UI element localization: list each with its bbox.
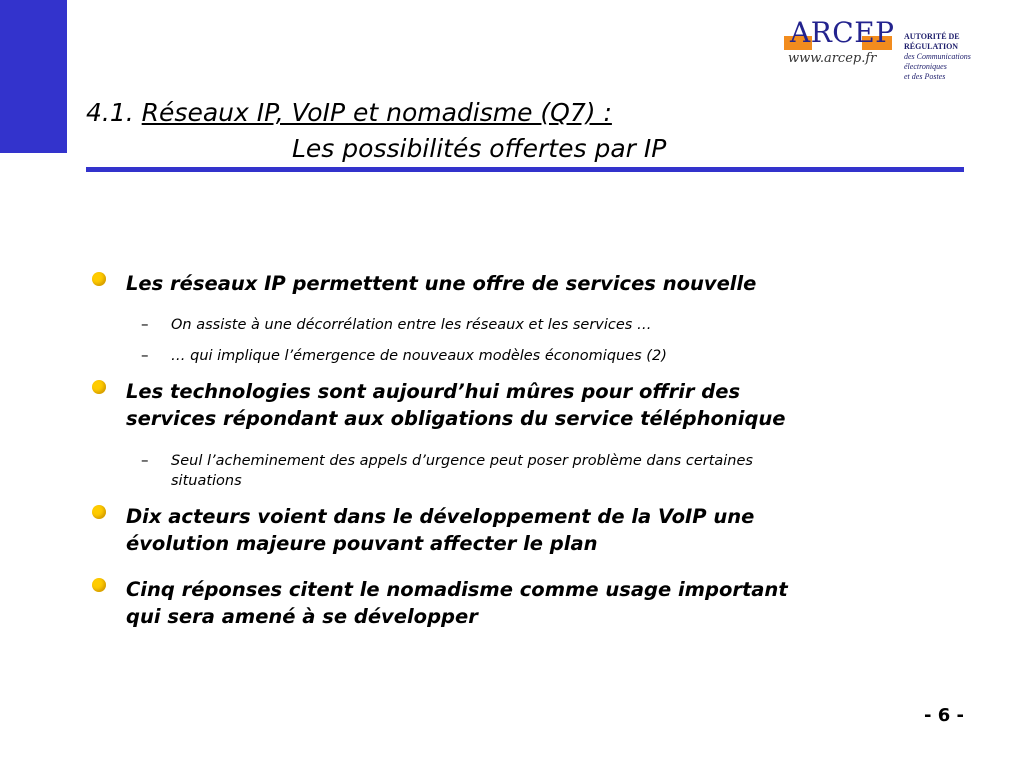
logo-wordmark: ARCEP xyxy=(790,16,895,49)
bullet-dot xyxy=(92,272,106,286)
title-underline-rule xyxy=(86,167,964,172)
logo-tagline-line: et des Postes xyxy=(904,72,946,81)
sub-bullet-text: On assiste à une décorrélation entre les réseaux et les services … xyxy=(171,317,652,333)
logo-tagline-line: AUTORITÉ DE RÉGULATION xyxy=(904,32,960,51)
bullet-dot xyxy=(92,505,106,519)
bullet-dot xyxy=(92,380,106,394)
sub-bullet-text: … qui implique l’émergence de nouveaux modèles économiques (2) xyxy=(171,348,667,364)
page-number: - 6 - xyxy=(924,705,964,726)
slide-title-line-1 xyxy=(86,98,612,127)
logo-url: www.arcep.fr xyxy=(788,51,877,66)
sub-bullet-dash: – xyxy=(141,315,149,333)
sub-bullet-text: situations xyxy=(171,473,242,489)
logo-tagline-line: des Communications électroniques xyxy=(904,52,971,71)
bullet-text: Cinq réponses citent le nomadisme comme usage important xyxy=(126,578,788,601)
bullet-text: Les technologies sont aujourd’hui mûres pour offrir des xyxy=(126,380,741,403)
sub-bullet-text: Seul l’acheminement des appels d’urgence peut poser problème dans certaines xyxy=(171,453,753,469)
bullet-text: qui sera amené à se développer xyxy=(126,605,478,628)
sub-bullet-dash: – xyxy=(141,346,149,364)
arcep-logo xyxy=(782,14,1012,81)
sub-bullet-dash: – xyxy=(141,451,149,469)
bullet-text: évolution majeure pouvant affecter le plan xyxy=(126,532,598,555)
logo-tagline xyxy=(904,32,1012,82)
section-number: 4.1. xyxy=(86,98,134,127)
title-text: Réseaux IP, VoIP et nomadisme (Q7) : xyxy=(141,98,612,127)
slide-title-line-2: Les possibilités offertes par IP xyxy=(292,134,667,163)
bullet-text: services répondant aux obligations du service téléphonique xyxy=(126,407,786,430)
left-accent-bar xyxy=(0,0,67,153)
bullet-text: Dix acteurs voient dans le développement de la VoIP une xyxy=(126,505,755,528)
bullet-dot xyxy=(92,578,106,592)
bullet-text: Les réseaux IP permettent une offre de services nouvelle xyxy=(126,272,757,295)
